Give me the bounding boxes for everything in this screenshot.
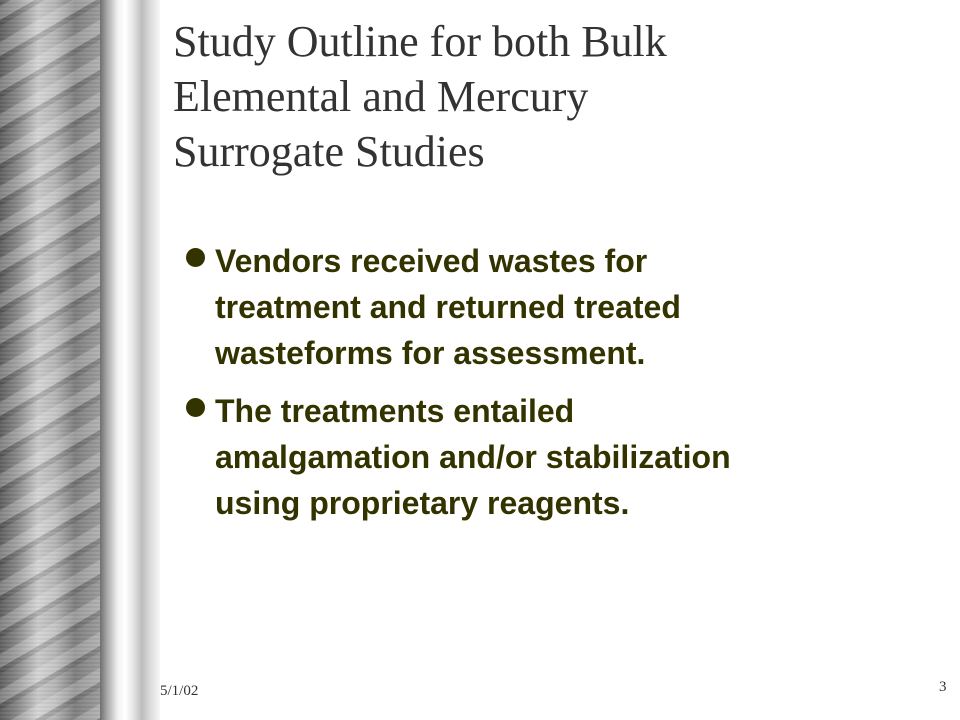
bullet-line: using proprietary reagents. <box>215 485 630 521</box>
bullet-dot-icon <box>186 398 205 417</box>
stripe-shadow <box>0 100 100 176</box>
stripe <box>0 626 100 710</box>
bullet-item <box>186 238 926 376</box>
slide-title <box>173 14 913 179</box>
stripe <box>0 374 100 458</box>
stripe-shadow <box>0 712 100 720</box>
stripe-shadow <box>0 604 100 680</box>
stripe <box>0 662 100 720</box>
stripe-shadow <box>0 568 100 644</box>
stripe-shadow <box>0 424 100 500</box>
bullet-list <box>186 238 926 538</box>
bullet-line: treatment and returned treated <box>215 289 681 325</box>
stripe-shadow <box>0 532 100 608</box>
stripe <box>0 338 100 422</box>
stripe <box>0 446 100 530</box>
stripe-shadow <box>0 64 100 140</box>
stripe <box>0 554 100 638</box>
stripe-shadow <box>0 676 100 720</box>
title-line: Surrogate Studies <box>173 127 485 176</box>
stripe <box>0 302 100 386</box>
bullet-text <box>215 388 926 526</box>
decorative-metal-rod <box>100 0 160 720</box>
stripe <box>0 482 100 566</box>
stripe-shadow <box>0 28 100 104</box>
stripe-shadow <box>0 316 100 392</box>
title-line: Study Outline for both Bulk <box>173 17 667 66</box>
bullet-line: wasteforms for assessment. <box>215 335 646 371</box>
bullet-dot-icon <box>186 248 205 267</box>
stripe <box>0 230 100 314</box>
stripe <box>0 122 100 206</box>
stripe <box>0 158 100 242</box>
bullet-text <box>215 238 926 376</box>
bullet-line: amalgamation and/or stabilization <box>215 439 731 475</box>
stripe-shadow <box>0 0 100 32</box>
stripe-shadow <box>0 208 100 284</box>
stripe-shadow <box>0 496 100 572</box>
stripe <box>0 590 100 674</box>
stripe-shadow <box>0 640 100 716</box>
diagonal-stripes-pattern <box>0 0 100 720</box>
stripe-shadow <box>0 136 100 212</box>
stripe <box>0 86 100 170</box>
bullet-line: Vendors received wastes for <box>215 243 648 279</box>
title-line: Elemental and Mercury <box>173 72 589 121</box>
stripe <box>0 698 100 720</box>
stripe-shadow <box>0 352 100 428</box>
decorative-side-band <box>0 0 100 720</box>
page-number: 3 <box>939 679 947 695</box>
stripe-shadow <box>0 460 100 536</box>
footer-date: 5/1/02 <box>160 683 199 699</box>
stripe <box>0 14 100 98</box>
bullet-line: The treatments entailed <box>215 393 575 429</box>
stripe <box>0 0 100 62</box>
stripe <box>0 194 100 278</box>
stripe-shadow <box>0 280 100 356</box>
stripe <box>0 266 100 350</box>
stripe-shadow <box>0 388 100 464</box>
stripe <box>0 410 100 494</box>
stripe-shadow <box>0 0 100 68</box>
stripe-shadow <box>0 244 100 320</box>
stripe <box>0 518 100 602</box>
stripe <box>0 50 100 134</box>
bullet-item <box>186 388 926 526</box>
stripe <box>0 0 100 26</box>
stripe-shadow <box>0 172 100 248</box>
